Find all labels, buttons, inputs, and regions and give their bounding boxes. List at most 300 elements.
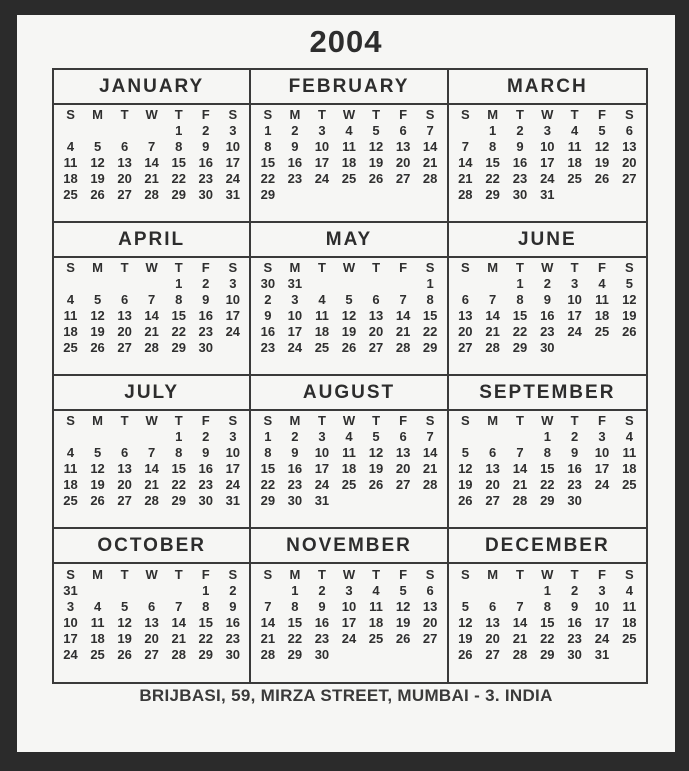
day-cell (84, 429, 111, 445)
weekday-header: S (425, 260, 435, 276)
weekday-header: S (228, 260, 238, 276)
day-cell (452, 123, 479, 139)
day-cell: 24 (594, 631, 610, 647)
day-cell: 12 (368, 445, 384, 461)
day-cell: 12 (458, 460, 473, 476)
day-cell: 6 (461, 292, 469, 308)
day-cell: 27 (117, 186, 132, 202)
day-cell: 15 (540, 460, 555, 476)
day-cell: 8 (175, 139, 183, 155)
day-cell (452, 582, 479, 598)
weekday-header: M (92, 260, 103, 276)
weekday-header: W (342, 413, 356, 429)
day-cell: 30 (567, 492, 582, 508)
day-cell: 19 (341, 323, 357, 339)
weekday-header: M (289, 260, 301, 276)
day-cell: 18 (622, 460, 637, 476)
day-cell (390, 647, 417, 663)
month-april (54, 223, 251, 376)
day-cell: 31 (225, 492, 241, 508)
day-cell (479, 429, 506, 445)
day-cell: 28 (144, 186, 159, 202)
day-cell: 22 (171, 323, 186, 339)
weekday-header: M (487, 413, 499, 429)
day-cell (84, 123, 111, 139)
weekday-header: F (598, 260, 606, 276)
day-cell: 27 (395, 476, 411, 492)
month-name: OCTOBER (54, 529, 249, 564)
day-grid (449, 564, 646, 682)
day-cell: 1 (264, 429, 272, 445)
weekday-header: T (120, 566, 129, 582)
day-cell: 25 (341, 170, 357, 186)
day-cell: 14 (395, 307, 411, 323)
day-cell (84, 355, 111, 371)
day-cell: 7 (399, 292, 407, 308)
day-cell: 15 (540, 614, 555, 630)
day-cell: 22 (260, 476, 276, 492)
day-cell: 20 (422, 614, 438, 630)
day-cell: 12 (395, 598, 411, 614)
day-cell: 7 (426, 429, 434, 445)
day-cell: 12 (90, 460, 105, 476)
weekday-header: F (399, 413, 408, 429)
weekday-header: T (317, 566, 326, 582)
day-cell: 28 (512, 492, 528, 508)
day-cell: 27 (368, 339, 384, 355)
day-cell (506, 508, 533, 524)
day-cell: 9 (202, 445, 210, 461)
weekday-header: W (145, 566, 158, 582)
weekday-header: T (120, 413, 129, 429)
day-cell: 21 (260, 631, 276, 647)
day-cell (165, 355, 192, 371)
weekday-header: S (66, 107, 75, 123)
day-cell: 6 (625, 123, 633, 139)
day-cell: 14 (422, 139, 438, 155)
day-cell: 16 (567, 614, 582, 630)
day-cell: 18 (622, 614, 637, 630)
day-cell: 1 (175, 123, 183, 139)
day-cell: 31 (314, 492, 330, 508)
day-cell: 20 (117, 170, 132, 186)
day-cell (111, 355, 138, 371)
day-cell: 1 (543, 429, 551, 445)
weekday-header: F (201, 413, 210, 429)
day-cell: 9 (571, 598, 579, 614)
day-cell: 25 (567, 170, 582, 186)
day-cell (335, 663, 362, 679)
day-cell: 23 (540, 323, 555, 339)
day-cell (616, 508, 643, 524)
day-cell: 11 (63, 154, 78, 170)
day-cell: 21 (171, 631, 186, 647)
day-cell (506, 429, 533, 445)
day-cell: 23 (260, 339, 276, 355)
day-cell: 18 (63, 476, 78, 492)
day-cell: 17 (287, 323, 303, 339)
day-cell: 8 (426, 292, 434, 308)
month-name: MAY (251, 223, 446, 258)
day-cell: 13 (395, 445, 411, 461)
day-cell: 9 (264, 307, 272, 323)
day-cell: 12 (117, 614, 132, 630)
day-cell: 24 (594, 476, 610, 492)
day-cell: 13 (144, 614, 159, 630)
day-cell: 19 (90, 323, 105, 339)
day-cell: 20 (117, 323, 132, 339)
day-cell (479, 355, 506, 371)
day-cell (561, 186, 588, 202)
weekday-header: M (92, 566, 103, 582)
day-cell (417, 186, 444, 202)
day-cell: 9 (202, 292, 210, 308)
weekday-header: T (570, 260, 579, 276)
day-cell (335, 276, 362, 292)
day-cell (335, 186, 362, 202)
day-cell: 16 (287, 154, 303, 170)
day-cell: 30 (314, 647, 330, 663)
day-cell: 20 (622, 154, 637, 170)
day-cell (417, 508, 444, 524)
day-cell: 16 (260, 323, 276, 339)
day-cell: 30 (567, 647, 582, 663)
weekday-header: S (263, 413, 273, 429)
day-cell (111, 123, 138, 139)
day-cell: 10 (225, 139, 241, 155)
day-cell (219, 339, 246, 355)
day-cell: 15 (171, 154, 186, 170)
month-november (251, 529, 448, 682)
day-cell: 25 (622, 476, 637, 492)
weekday-header: S (263, 107, 273, 123)
day-cell: 9 (291, 445, 299, 461)
weekday-header: S (425, 413, 435, 429)
day-cell (111, 663, 138, 679)
day-cell: 21 (512, 476, 528, 492)
day-cell: 28 (395, 339, 411, 355)
day-cell (390, 508, 417, 524)
weekday-header: F (399, 566, 408, 582)
day-cell (335, 355, 362, 371)
day-cell (138, 508, 165, 524)
day-cell (479, 276, 506, 292)
day-cell: 29 (512, 339, 528, 355)
day-cell: 29 (171, 492, 186, 508)
weekday-header: W (541, 107, 554, 123)
day-cell (390, 202, 417, 218)
day-cell (192, 663, 219, 679)
day-grid (54, 258, 249, 374)
day-cell: 12 (594, 139, 610, 155)
day-cell (390, 355, 417, 371)
day-cell (363, 202, 390, 218)
day-cell (84, 582, 111, 598)
day-cell: 1 (175, 429, 183, 445)
day-cell: 28 (144, 339, 159, 355)
day-cell (281, 355, 308, 371)
day-cell: 17 (225, 307, 241, 323)
day-cell: 23 (314, 631, 330, 647)
day-cell: 10 (594, 445, 610, 461)
month-name: NOVEMBER (251, 529, 446, 564)
day-cell (616, 355, 643, 371)
day-cell (506, 202, 533, 218)
day-cell (335, 202, 362, 218)
day-cell (588, 492, 615, 508)
day-grid (449, 105, 646, 221)
day-cell: 11 (595, 292, 609, 308)
day-cell: 6 (399, 123, 407, 139)
weekday-header: T (317, 413, 326, 429)
weekday-header: T (570, 107, 579, 123)
day-cell: 29 (422, 339, 438, 355)
day-cell (57, 429, 84, 445)
day-cell: 3 (318, 429, 326, 445)
weekday-header: T (372, 566, 381, 582)
day-cell: 20 (485, 631, 500, 647)
weekday-header: W (342, 260, 356, 276)
day-cell: 11 (369, 598, 383, 614)
day-cell: 12 (90, 307, 105, 323)
day-cell: 18 (90, 631, 105, 647)
weekday-header: F (201, 566, 210, 582)
day-cell: 20 (144, 631, 159, 647)
weekday-header: F (598, 413, 606, 429)
day-cell (390, 492, 417, 508)
day-cell: 13 (485, 460, 500, 476)
day-cell: 8 (489, 139, 497, 155)
day-cell: 23 (287, 476, 303, 492)
day-cell: 14 (512, 460, 528, 476)
day-cell: 3 (571, 276, 579, 292)
day-cell: 21 (144, 170, 159, 186)
day-cell (219, 508, 246, 524)
day-cell (308, 202, 335, 218)
weekday-header: S (425, 566, 435, 582)
day-cell: 26 (395, 631, 411, 647)
day-cell (84, 202, 111, 218)
month-october (54, 529, 251, 682)
day-cell: 25 (90, 647, 105, 663)
weekday-header: S (460, 260, 470, 276)
day-cell (281, 202, 308, 218)
day-cell: 6 (426, 582, 434, 598)
day-cell: 26 (458, 492, 473, 508)
day-cell: 2 (229, 582, 237, 598)
day-cell: 20 (368, 323, 384, 339)
weekday-header: W (145, 413, 158, 429)
day-cell: 30 (512, 186, 528, 202)
weekday-header: S (66, 413, 75, 429)
months-grid (52, 68, 648, 684)
day-cell: 10 (567, 292, 582, 308)
day-cell: 6 (121, 292, 129, 308)
day-cell: 22 (171, 170, 186, 186)
weekday-header: T (120, 107, 129, 123)
day-cell: 2 (291, 123, 299, 139)
day-cell: 13 (117, 307, 132, 323)
weekday-header: T (372, 260, 381, 276)
day-cell: 14 (512, 614, 528, 630)
day-cell (616, 492, 643, 508)
day-cell (452, 202, 479, 218)
day-cell: 1 (264, 123, 272, 139)
day-cell: 30 (287, 492, 303, 508)
day-cell: 5 (93, 445, 102, 461)
weekday-header: S (263, 260, 273, 276)
month-december (449, 529, 646, 682)
day-cell: 10 (594, 598, 610, 614)
day-cell: 24 (314, 170, 330, 186)
day-cell (111, 582, 138, 598)
day-cell: 4 (625, 429, 633, 445)
day-cell: 3 (291, 292, 299, 308)
day-cell: 18 (368, 614, 384, 630)
day-cell: 29 (198, 647, 213, 663)
day-cell: 26 (368, 476, 384, 492)
day-cell: 29 (287, 647, 303, 663)
day-cell: 9 (516, 139, 524, 155)
day-cell (390, 276, 417, 292)
day-cell: 5 (598, 123, 606, 139)
weekday-header: W (541, 566, 554, 582)
day-cell (452, 429, 479, 445)
day-cell: 12 (90, 154, 105, 170)
day-cell: 11 (622, 445, 637, 461)
day-cell (452, 508, 479, 524)
day-cell: 3 (543, 123, 551, 139)
day-cell (417, 663, 444, 679)
weekday-header: M (289, 413, 301, 429)
day-cell (111, 202, 138, 218)
day-cell: 4 (345, 429, 353, 445)
day-cell: 16 (198, 154, 213, 170)
day-cell: 23 (512, 170, 528, 186)
day-cell (363, 508, 390, 524)
day-cell: 13 (117, 460, 132, 476)
day-cell: 10 (225, 445, 241, 461)
day-cell: 15 (260, 460, 276, 476)
day-cell: 17 (567, 307, 582, 323)
day-cell: 4 (93, 598, 102, 614)
day-cell: 29 (171, 186, 186, 202)
day-cell (165, 582, 192, 598)
day-cell: 2 (571, 582, 579, 598)
day-cell: 28 (458, 186, 473, 202)
day-cell (506, 663, 533, 679)
day-cell: 2 (291, 429, 299, 445)
day-cell: 8 (202, 598, 210, 614)
day-cell: 29 (540, 492, 555, 508)
weekday-header: S (66, 260, 75, 276)
weekday-header: W (342, 107, 356, 123)
day-cell: 7 (516, 598, 524, 614)
day-cell (363, 663, 390, 679)
weekday-header: F (201, 107, 210, 123)
day-cell: 27 (395, 170, 411, 186)
day-cell (138, 582, 165, 598)
day-cell: 27 (422, 631, 438, 647)
day-cell: 31 (63, 582, 78, 598)
day-cell: 26 (90, 186, 105, 202)
day-cell: 17 (225, 154, 241, 170)
day-cell: 4 (318, 292, 326, 308)
day-cell (57, 123, 84, 139)
month-name: JULY (54, 376, 249, 411)
month-name: FEBRUARY (251, 70, 446, 105)
day-cell (363, 355, 390, 371)
day-cell (506, 355, 533, 371)
day-cell: 3 (229, 276, 237, 292)
day-cell: 21 (422, 460, 438, 476)
day-cell: 19 (594, 154, 610, 170)
day-cell: 1 (489, 123, 497, 139)
day-cell (588, 508, 615, 524)
day-cell: 6 (121, 139, 129, 155)
day-cell: 18 (314, 323, 330, 339)
weekday-header: F (598, 566, 606, 582)
day-cell: 26 (341, 339, 357, 355)
day-cell: 5 (93, 139, 102, 155)
day-cell: 29 (260, 186, 276, 202)
day-cell: 28 (260, 647, 276, 663)
weekday-header: S (624, 107, 634, 123)
day-cell: 10 (314, 445, 330, 461)
day-grid (449, 411, 646, 527)
day-cell: 28 (171, 647, 186, 663)
day-cell (479, 508, 506, 524)
day-cell: 2 (571, 429, 579, 445)
day-cell: 5 (345, 292, 353, 308)
day-cell (588, 186, 615, 202)
day-cell: 12 (458, 614, 473, 630)
day-cell: 6 (372, 292, 380, 308)
day-cell: 9 (291, 139, 299, 155)
day-cell: 7 (516, 445, 524, 461)
day-cell: 8 (291, 598, 299, 614)
day-cell (165, 508, 192, 524)
day-cell: 28 (144, 492, 159, 508)
day-cell (534, 663, 561, 679)
day-cell (335, 492, 362, 508)
day-cell: 8 (543, 598, 551, 614)
day-cell: 27 (117, 339, 132, 355)
day-cell: 14 (458, 154, 473, 170)
day-cell: 21 (422, 154, 438, 170)
day-cell: 16 (225, 614, 241, 630)
day-cell: 2 (516, 123, 524, 139)
weekday-header: W (541, 413, 554, 429)
day-cell: 2 (543, 276, 551, 292)
weekday-header: M (92, 107, 103, 123)
day-cell: 25 (63, 339, 78, 355)
day-cell: 15 (171, 307, 186, 323)
day-cell (254, 508, 281, 524)
day-cell: 23 (198, 323, 213, 339)
day-cell: 4 (345, 123, 353, 139)
weekday-header: T (174, 566, 183, 582)
day-cell (616, 186, 643, 202)
day-cell: 15 (287, 614, 303, 630)
day-cell: 6 (148, 598, 156, 614)
day-cell (452, 663, 479, 679)
day-cell (452, 355, 479, 371)
day-cell: 15 (171, 460, 186, 476)
day-cell (335, 647, 362, 663)
day-grid (54, 105, 249, 221)
month-name: JUNE (449, 223, 646, 258)
